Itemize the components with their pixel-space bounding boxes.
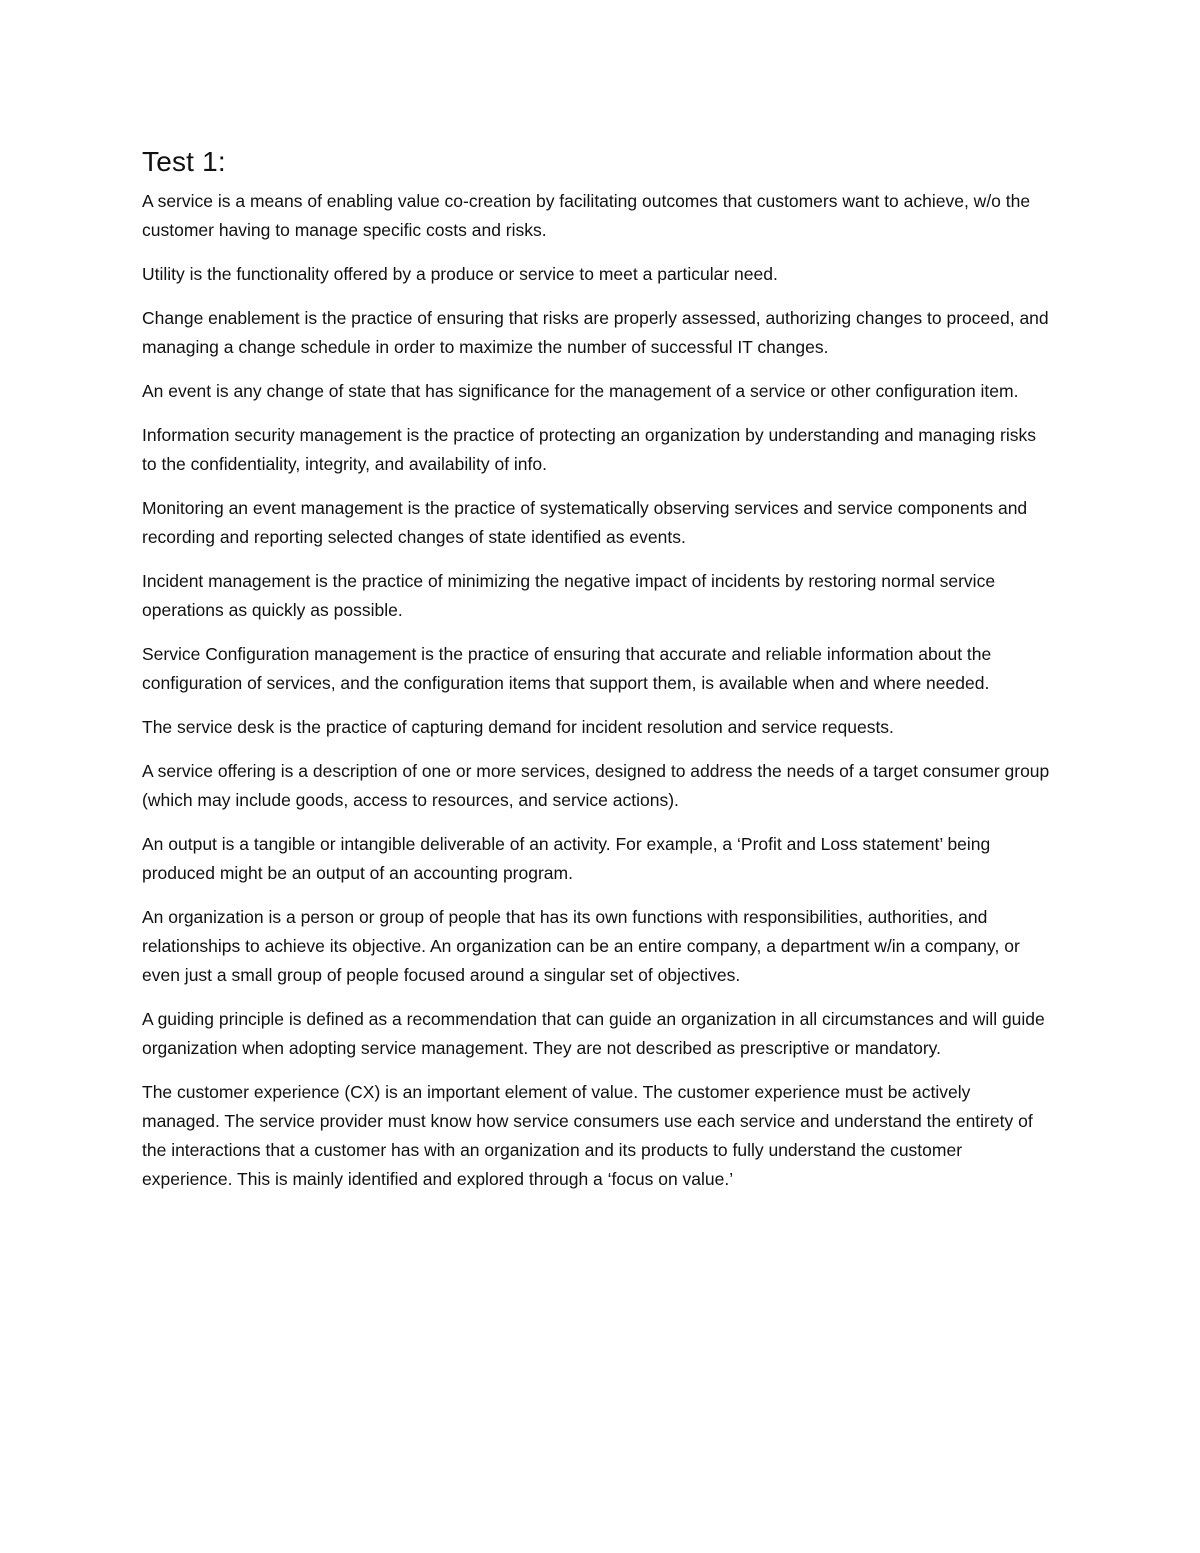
paragraph-event: An event is any change of state that has significance for the management of a service or other configuration item. — [142, 381, 1019, 401]
paragraph-service-definition: A service is a means of enabling value co-creation by facilitating outcomes that customers want to achieve, w/o the customer having to manage specific costs and risks. — [142, 191, 1031, 240]
paragraph-monitoring-event-management: Monitoring an event management is the practice of systematically observing services and service components and recording and reporting selected changes of state identified as events. — [142, 498, 1028, 547]
document-title: Test 1: — [142, 146, 226, 177]
paragraph-service-offering: A service offering is a description of one or more services, designed to address the needs of a target consumer group (which may include goods, access to resources, and service actions). — [142, 761, 1050, 810]
document-body — [142, 140, 1052, 1209]
paragraph-utility: Utility is the functionality offered by a produce or service to meet a particular need. — [142, 264, 778, 284]
paragraph-incident-management: Incident management is the practice of minimizing the negative impact of incidents by restoring normal service operations as quickly as possible. — [142, 571, 996, 620]
paragraph-guiding-principle: A guiding principle is defined as a recommendation that can guide an organization in all circumstances and will guide organization when adopting service management. They are not described as prescriptive or mandatory. — [142, 1009, 1045, 1058]
paragraph-service-desk: The service desk is the practice of capturing demand for incident resolution and service requests. — [142, 717, 894, 737]
paragraph-service-configuration: Service Configuration management is the practice of ensuring that accurate and reliable information about the configuration of services, and the configuration items that support them, is available when and where needed. — [142, 644, 992, 693]
paragraph-organization: An organization is a person or group of people that has its own functions with responsibilities, authorities, and relationships to achieve its objective. An organization can be an entire company, a department w/in a company, or even just a small group of people focused around a singular set of objectives. — [142, 907, 1020, 985]
paragraph-customer-experience: The customer experience (CX) is an important element of value. The customer experience must be actively managed. The service provider must know how service consumers use each service and understand the entirety of the interactions that a customer has with an organization and its products to fully understand the customer experience. This is mainly identified and explored through a ‘focus on value.’ — [142, 1082, 1033, 1189]
paragraph-output: An output is a tangible or intangible deliverable of an activity. For example, a ‘Profit and Loss statement’ being produced might be an output of an accounting program. — [142, 834, 991, 883]
paragraph-information-security: Information security management is the practice of protecting an organization by understanding and managing risks to the confidentiality, integrity, and availability of info. — [142, 425, 1036, 474]
paragraph-change-enablement: Change enablement is the practice of ensuring that risks are properly assessed, authorizing changes to proceed, and managing a change schedule in order to maximize the number of successful IT changes. — [142, 308, 1049, 357]
